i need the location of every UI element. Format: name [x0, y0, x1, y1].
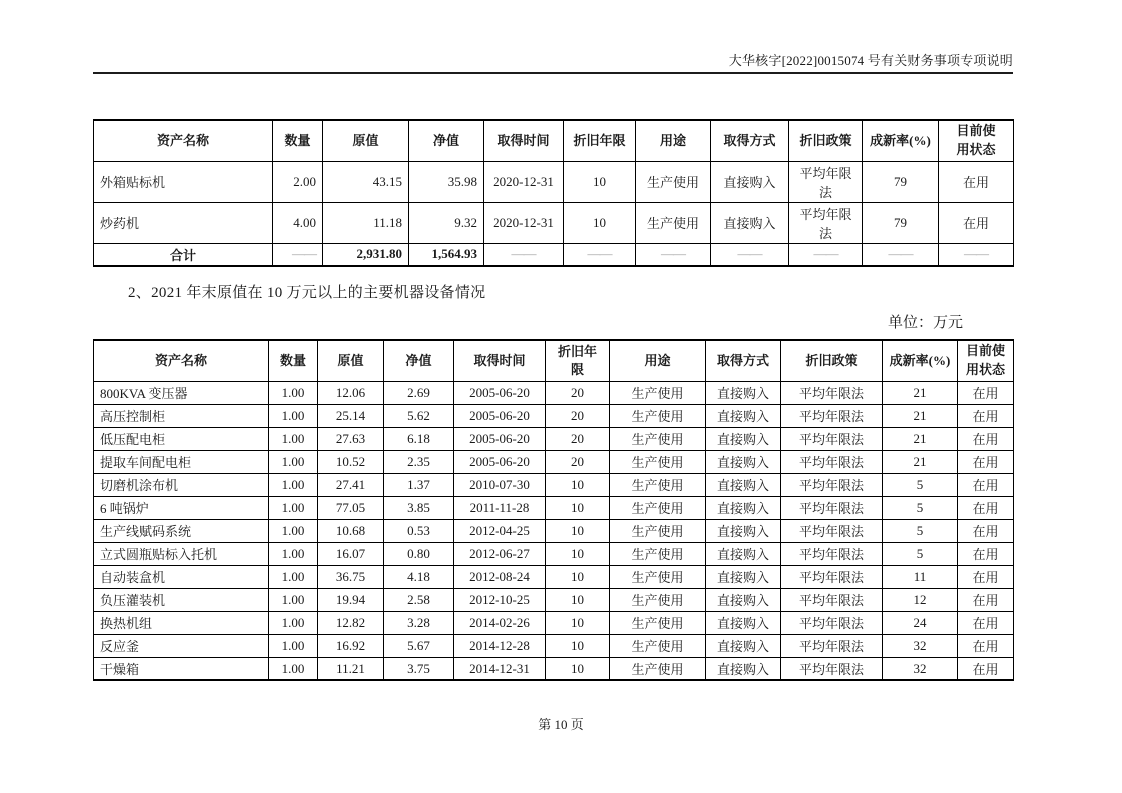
table-row: [94, 542, 1014, 565]
section-heading: 2、2021 年末原值在 10 万元以上的主要机器设备情况: [128, 285, 486, 302]
table-cell: 2.69: [384, 381, 454, 404]
column-header-label: 目前使用状态: [965, 343, 1005, 378]
table-cell: 直接购入: [706, 565, 781, 588]
table-cell: 10: [546, 657, 610, 680]
table-cell: 低压配电柜: [94, 427, 269, 450]
table-cell: 平均年限法: [781, 565, 883, 588]
table-cell: 直接购入: [706, 496, 781, 519]
table-cell: 平均年限法: [781, 473, 883, 496]
column-header-label: 成新率(%): [889, 353, 951, 369]
table-cell: 在用: [958, 381, 1014, 404]
column-header-label: 净值: [432, 133, 459, 149]
header-rule: [93, 72, 1013, 74]
table-cell: 2012-04-25: [454, 519, 546, 542]
table-cell: 0.80: [384, 542, 454, 565]
table-cell: 直接购入: [706, 427, 781, 450]
table-cell: 生产使用: [610, 404, 706, 427]
table-row: [94, 611, 1014, 634]
column-header-label: 取得方式: [716, 353, 769, 369]
table-cell: 20: [546, 427, 610, 450]
total-cell: ——: [564, 243, 636, 266]
table-cell: 直接购入: [711, 202, 789, 243]
column-header-label: 原值: [352, 133, 379, 149]
table-cell: 27.63: [318, 427, 384, 450]
table-cell: 21: [883, 404, 958, 427]
column-header-label: 折旧年限: [573, 133, 626, 149]
total-cell: ——: [863, 243, 939, 266]
major-equipment-table: [93, 339, 1014, 681]
table2-body: [94, 381, 1014, 680]
table-cell: 直接购入: [706, 542, 781, 565]
column-header-label: 取得方式: [723, 133, 776, 149]
table-cell: 生产使用: [610, 588, 706, 611]
total-cell: 2,931.80: [323, 243, 409, 266]
table-cell: 生产使用: [610, 381, 706, 404]
table-cell: 1.00: [269, 473, 318, 496]
table-cell: 36.75: [318, 565, 384, 588]
table-cell: 35.98: [409, 161, 484, 202]
table-row: [94, 450, 1014, 473]
table-cell: 在用: [939, 202, 1014, 243]
table-cell: 生产使用: [610, 657, 706, 680]
table-cell: 10: [564, 161, 636, 202]
table-cell: 在用: [958, 404, 1014, 427]
table-cell: 2005-06-20: [454, 427, 546, 450]
column-header: [636, 120, 711, 161]
column-header-label: 取得时间: [497, 133, 550, 149]
table-cell: 1.00: [269, 634, 318, 657]
table-cell: 直接购入: [706, 519, 781, 542]
table-row: [94, 473, 1014, 496]
table-cell: 1.00: [269, 565, 318, 588]
table-cell: 立式圆瓶贴标入托机: [94, 542, 269, 565]
table-cell: 在用: [958, 588, 1014, 611]
table-cell: 在用: [958, 634, 1014, 657]
table-cell: 负压灌装机: [94, 588, 269, 611]
column-header: [610, 340, 706, 381]
table-cell: 生产使用: [610, 427, 706, 450]
column-header: [789, 120, 863, 161]
table-row: [94, 381, 1014, 404]
column-header: [318, 340, 384, 381]
table-cell: 1.00: [269, 381, 318, 404]
table-cell: 2011-11-28: [454, 496, 546, 519]
table-cell: 4.00: [273, 202, 323, 243]
table-cell: 生产使用: [610, 473, 706, 496]
table-cell: 2014-12-28: [454, 634, 546, 657]
table-cell: 32: [883, 634, 958, 657]
table-cell: 1.00: [269, 611, 318, 634]
table-cell: 2014-12-31: [454, 657, 546, 680]
table-cell: 生产使用: [610, 542, 706, 565]
column-header: [883, 340, 958, 381]
table-cell: 在用: [958, 657, 1014, 680]
table-cell: 5: [883, 542, 958, 565]
table-cell: 在用: [958, 427, 1014, 450]
table-cell: 2.58: [384, 588, 454, 611]
table-cell: 提取车间配电柜: [94, 450, 269, 473]
table-cell: 2.00: [273, 161, 323, 202]
total-cell: ——: [636, 243, 711, 266]
table-cell: 10: [546, 588, 610, 611]
column-header: [564, 120, 636, 161]
table-cell: 10: [546, 611, 610, 634]
table-cell: 平均年限法: [781, 519, 883, 542]
table-cell: 27.41: [318, 473, 384, 496]
column-header: [409, 120, 484, 161]
table-cell: 9.32: [409, 202, 484, 243]
table-cell: 2012-10-25: [454, 588, 546, 611]
table-cell: 21: [883, 450, 958, 473]
column-header: [273, 120, 323, 161]
table1-body: [94, 161, 1014, 266]
table-cell: 1.00: [269, 519, 318, 542]
table-cell: 10.52: [318, 450, 384, 473]
table-cell: 生产使用: [636, 161, 711, 202]
table-cell: 生产使用: [610, 565, 706, 588]
table-cell: 16.07: [318, 542, 384, 565]
table-cell: 平均年限法: [789, 202, 863, 243]
table-cell: 3.28: [384, 611, 454, 634]
table-row: [94, 404, 1014, 427]
table-cell: 在用: [958, 450, 1014, 473]
column-header-label: 折旧政策: [805, 353, 858, 369]
table-cell: 平均年限法: [781, 657, 883, 680]
table-cell: 43.15: [323, 161, 409, 202]
table-cell: 19.94: [318, 588, 384, 611]
table-cell: 5: [883, 473, 958, 496]
column-header-label: 净值: [405, 353, 432, 369]
table-cell: 2005-06-20: [454, 381, 546, 404]
table-cell: 2010-07-30: [454, 473, 546, 496]
total-cell: ——: [939, 243, 1014, 266]
column-header-label: 折旧政策: [799, 133, 852, 149]
column-header: [94, 120, 273, 161]
table-cell: 生产使用: [610, 634, 706, 657]
table-cell: 12: [883, 588, 958, 611]
table-cell: 10.68: [318, 519, 384, 542]
table-cell: 10: [546, 542, 610, 565]
table-cell: 平均年限法: [789, 161, 863, 202]
table-cell: 20: [546, 381, 610, 404]
table-cell: 0.53: [384, 519, 454, 542]
column-header-label: 取得时间: [473, 353, 526, 369]
table-cell: 换热机组: [94, 611, 269, 634]
table-cell: 自动装盒机: [94, 565, 269, 588]
table-cell: 32: [883, 657, 958, 680]
table-cell: 5.67: [384, 634, 454, 657]
table-cell: 10: [546, 496, 610, 519]
table-cell: 3.85: [384, 496, 454, 519]
table-cell: 6.18: [384, 427, 454, 450]
asset-summary-table: [93, 119, 1014, 267]
table-row: [94, 588, 1014, 611]
table-cell: 800KVA 变压器: [94, 381, 269, 404]
table-cell: 2005-06-20: [454, 404, 546, 427]
column-header-label: 用途: [644, 353, 671, 369]
table-cell: 1.00: [269, 657, 318, 680]
unit-label: 单位：万元: [887, 315, 963, 332]
table-cell: 21: [883, 427, 958, 450]
page-number: 第 10 页: [538, 717, 584, 732]
table-cell: 1.00: [269, 542, 318, 565]
table-cell: 生产使用: [636, 202, 711, 243]
table-cell: 干燥箱: [94, 657, 269, 680]
table-cell: 20: [546, 450, 610, 473]
table-cell: 79: [863, 202, 939, 243]
column-header: [484, 120, 564, 161]
table-cell: 平均年限法: [781, 634, 883, 657]
table-cell: 2014-02-26: [454, 611, 546, 634]
table-cell: 直接购入: [706, 450, 781, 473]
table-cell: 10: [546, 634, 610, 657]
total-cell: ——: [789, 243, 863, 266]
column-header-label: 目前使用状态: [956, 123, 996, 157]
column-header-label: 成新率(%): [870, 133, 931, 149]
column-header-label: 原值: [337, 353, 364, 369]
table-cell: 平均年限法: [781, 588, 883, 611]
column-header-label: 用途: [659, 133, 686, 149]
table-cell: 25.14: [318, 404, 384, 427]
table-cell: 直接购入: [706, 611, 781, 634]
table-cell: 平均年限法: [781, 427, 883, 450]
column-header: [711, 120, 789, 161]
total-cell: 合计: [94, 243, 273, 266]
table-cell: 直接购入: [706, 634, 781, 657]
total-cell: ——: [484, 243, 564, 266]
table-row: [94, 202, 1014, 243]
table-cell: 12.06: [318, 381, 384, 404]
column-header: [454, 340, 546, 381]
table-cell: 1.00: [269, 450, 318, 473]
table-cell: 77.05: [318, 496, 384, 519]
table-cell: 平均年限法: [781, 496, 883, 519]
total-cell: ——: [711, 243, 789, 266]
column-header-label: 数量: [284, 133, 311, 149]
total-cell: ——: [273, 243, 323, 266]
table-row: [94, 565, 1014, 588]
table-cell: 直接购入: [706, 657, 781, 680]
table-cell: 高压控制柜: [94, 404, 269, 427]
table-cell: 10: [546, 565, 610, 588]
table-cell: 10: [564, 202, 636, 243]
table-cell: 2.35: [384, 450, 454, 473]
table-cell: 在用: [958, 496, 1014, 519]
table-cell: 4.18: [384, 565, 454, 588]
table-cell: 在用: [958, 542, 1014, 565]
column-header: [269, 340, 318, 381]
table-cell: 1.00: [269, 427, 318, 450]
table-cell: 1.00: [269, 496, 318, 519]
table-cell: 5: [883, 496, 958, 519]
table-cell: 反应釜: [94, 634, 269, 657]
total-row: [94, 243, 1014, 266]
header-note: 大华核字[2022]0015074 号有关财务事项专项说明: [728, 53, 1013, 68]
table-cell: 直接购入: [706, 404, 781, 427]
table-cell: 11.18: [323, 202, 409, 243]
column-header: [546, 340, 610, 381]
table-cell: 生产使用: [610, 496, 706, 519]
table-cell: 2020-12-31: [484, 161, 564, 202]
table-cell: 直接购入: [706, 588, 781, 611]
table-cell: 24: [883, 611, 958, 634]
table-cell: 12.82: [318, 611, 384, 634]
table-cell: 外箱贴标机: [94, 161, 273, 202]
table-header-row: [94, 340, 1014, 381]
table-header-row: [94, 120, 1014, 161]
table-cell: 生产使用: [610, 611, 706, 634]
table-cell: 6 吨锅炉: [94, 496, 269, 519]
table-cell: 11: [883, 565, 958, 588]
table-cell: 平均年限法: [781, 404, 883, 427]
column-header-label: 资产名称: [154, 353, 207, 369]
column-header: [323, 120, 409, 161]
column-header: [706, 340, 781, 381]
table-cell: 3.75: [384, 657, 454, 680]
table-cell: 2012-06-27: [454, 542, 546, 565]
table-cell: 2005-06-20: [454, 450, 546, 473]
table-cell: 在用: [958, 519, 1014, 542]
table-row: [94, 657, 1014, 680]
column-header: [94, 340, 269, 381]
column-header: [939, 120, 1014, 161]
table-row: [94, 519, 1014, 542]
table-cell: 1.00: [269, 404, 318, 427]
table-cell: 20: [546, 404, 610, 427]
table-cell: 11.21: [318, 657, 384, 680]
table-cell: 10: [546, 473, 610, 496]
table-cell: 生产线赋码系统: [94, 519, 269, 542]
total-cell: 1,564.93: [409, 243, 484, 266]
column-header-label: 数量: [279, 353, 306, 369]
table-cell: 在用: [958, 611, 1014, 634]
table-cell: 平均年限法: [781, 542, 883, 565]
table-cell: 16.92: [318, 634, 384, 657]
table-cell: 在用: [958, 565, 1014, 588]
table-cell: 在用: [939, 161, 1014, 202]
table-cell: 平均年限法: [781, 381, 883, 404]
table-cell: 10: [546, 519, 610, 542]
table-cell: 1.00: [269, 588, 318, 611]
table-row: [94, 161, 1014, 202]
table-cell: 生产使用: [610, 519, 706, 542]
table-row: [94, 496, 1014, 519]
column-header-label: 资产名称: [156, 133, 209, 149]
column-header: [958, 340, 1014, 381]
column-header: [781, 340, 883, 381]
column-header: [863, 120, 939, 161]
column-header-label: 折旧年限: [557, 344, 597, 378]
table-cell: 生产使用: [610, 450, 706, 473]
table-row: [94, 634, 1014, 657]
table-cell: 2012-08-24: [454, 565, 546, 588]
table-cell: 平均年限法: [781, 450, 883, 473]
table-row: [94, 427, 1014, 450]
page-content: [93, 0, 1013, 681]
table-cell: 直接购入: [706, 381, 781, 404]
table-cell: 79: [863, 161, 939, 202]
table-cell: 直接购入: [711, 161, 789, 202]
table-cell: 在用: [958, 473, 1014, 496]
table-cell: 切磨机涂布机: [94, 473, 269, 496]
table-cell: 1.37: [384, 473, 454, 496]
table-cell: 5: [883, 519, 958, 542]
table-cell: 2020-12-31: [484, 202, 564, 243]
table-cell: 5.62: [384, 404, 454, 427]
table-cell: 直接购入: [706, 473, 781, 496]
table-cell: 21: [883, 381, 958, 404]
table-cell: 平均年限法: [781, 611, 883, 634]
table-cell: 炒药机: [94, 202, 273, 243]
column-header: [384, 340, 454, 381]
